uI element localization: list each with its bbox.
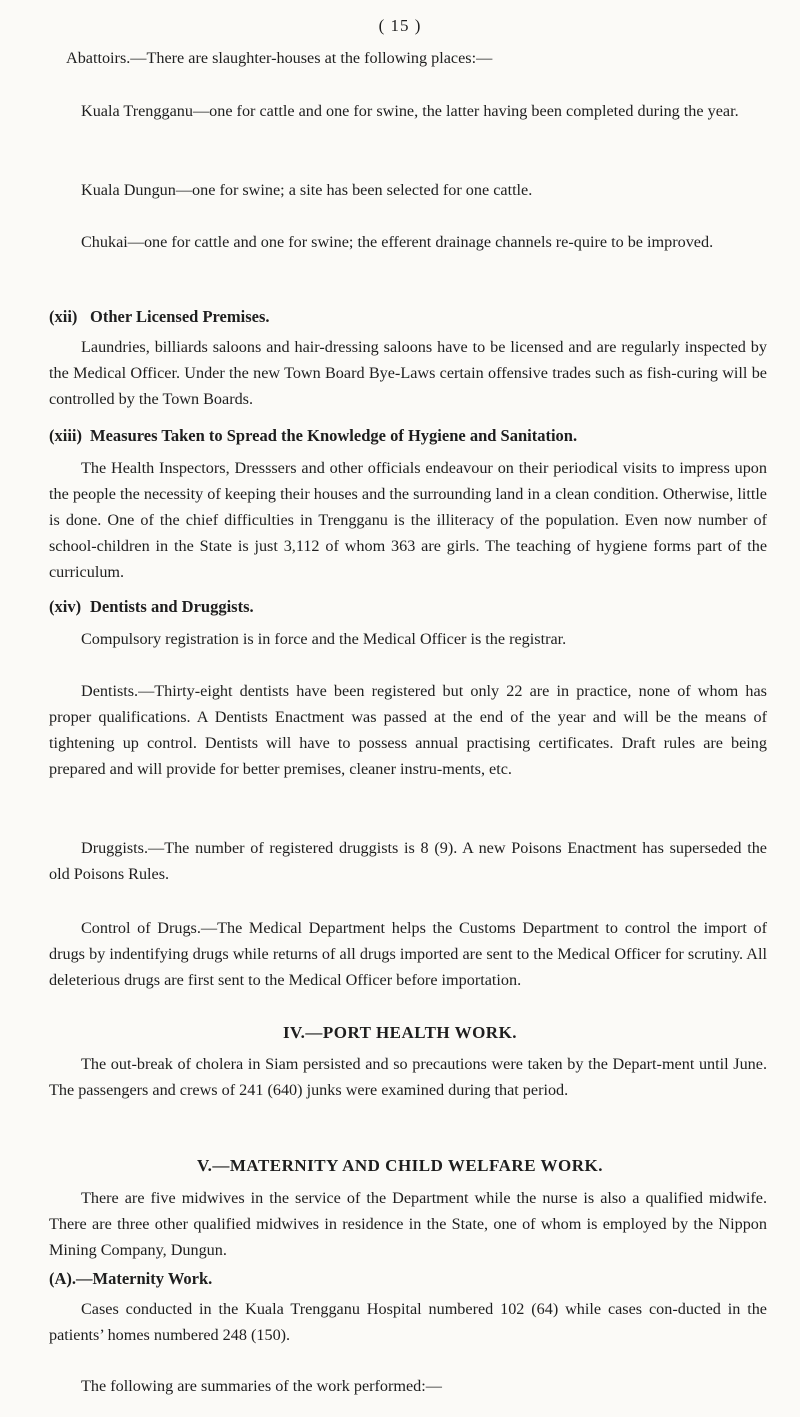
abattoirs-intro: Abattoirs.—There are slaughter-houses at the following places:— [66, 49, 493, 67]
heading-xii-title: Other Licensed Premises. [90, 307, 270, 326]
section-iv-body: The out-break of cholera in Siam persisted and so precautions were taken by the Depart-ment until June. The passengers and crews of 241 (640) junks were examined during that period. [49, 1055, 767, 1099]
heading-xiv-title: Dentists and Druggists. [90, 597, 254, 616]
heading-maternity-work [49, 1269, 212, 1289]
section-xiii-body: The Health Inspectors, Dresssers and other officials endeavour on their periodical visits to impress upon the people the necessity of keeping their houses and the surrounding land in a clean condition. Otherwise, little is done. One of the chief difficulties in Trengganu is the illiteracy of the population. Even now number of school-children in the State is just 3,112 of whom 363 are girls. The teaching of hygiene forms part of the curriculum. [49, 459, 767, 581]
section-xiv-control-of-drugs: Control of Drugs.—The Medical Department helps the Customs Department to control the import of drugs by indentifying drugs while returns of all drugs imported are sent to the Medical Officer for scrutiny. All deleterious drugs are first sent to the Medical Officer before importation. [49, 919, 767, 989]
heading-xiii [49, 426, 577, 446]
section-xiv-registration: Compulsory registration is in force and the Medical Officer is the registrar. [81, 630, 567, 648]
heading-port-health: IV.—PORT HEALTH WORK. [282, 1023, 518, 1042]
abattoirs-chukai: Chukai—one for cattle and one for swine; the efferent drainage channels re-quire to be improved. [81, 233, 714, 251]
section-xii-body: Laundries, billiards saloons and hair-dressing saloons have to be licensed and are regularly inspected by the Medical Officer. Under the new Town Board Bye-Laws certain offensive trades such as fish-curing will be controlled by the Town Boards. [49, 338, 767, 408]
heading-xii [49, 307, 270, 327]
heading-maternity-work-number: (A). [49, 1269, 77, 1288]
section-a-body: Cases conducted in the Kuala Trengganu Hospital numbered 102 (64) while cases con-ducted in the patients’ homes numbered 248 (150). [49, 1300, 767, 1344]
section-xiv-druggists: Druggists.—The number of registered druggists is 8 (9). A new Poisons Enactment has superseded the old Poisons Rules. [49, 839, 767, 883]
heading-xiv-number: (xiv) [49, 597, 82, 616]
abattoirs-kuala-dungun: Kuala Dungun—one for swine; a site has been selected for one cattle. [81, 181, 533, 199]
section-a-closing: The following are summaries of the work performed:— [81, 1377, 442, 1395]
heading-xiii-title: Measures Taken to Spread the Knowledge of Hygiene and Sanitation. [90, 426, 578, 445]
heading-xii-number: (xii) [49, 307, 78, 326]
section-xiv-dentists: Dentists.—Thirty-eight dentists have been registered but only 22 are in practice, none of whom has proper qualifications. A Dentists Enactment was passed at the end of the year and will be the means of tightening up control. Dentists will have to possess annual practising certificates. Draft rules are being prepared and will provide for better premises, cleaner instru-ments, etc. [49, 682, 767, 778]
page-number: ( 15 ) [378, 16, 422, 35]
heading-maternity-work-title: —Maternity Work. [76, 1269, 213, 1288]
section-v-body: There are five midwives in the service of the Department while the nurse is also a qualified midwife. There are three other qualified midwives in residence in the State, one of whom is employed by the Nippon Mining Company, Dungun. [49, 1189, 767, 1259]
abattoirs-kuala-trengganu: Kuala Trengganu—one for cattle and one for swine, the latter having been completed during the year. [81, 102, 739, 120]
heading-maternity-child-welfare: V.—MATERNITY AND CHILD WELFARE WORK. [197, 1156, 603, 1175]
heading-xiv [49, 597, 254, 617]
heading-xiii-number: (xiii) [49, 426, 82, 445]
